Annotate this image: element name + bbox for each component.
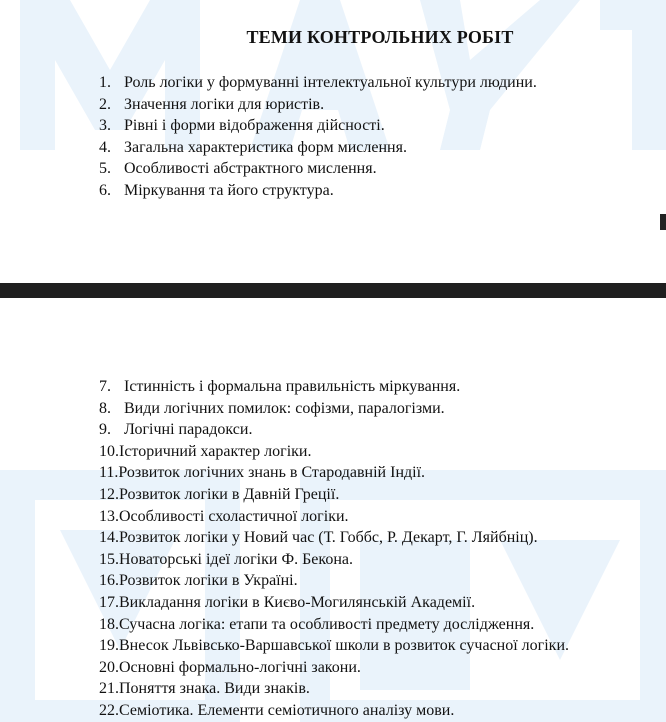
list-item: [99, 678, 569, 700]
list-item: [99, 72, 537, 94]
list-item: [99, 527, 569, 549]
item-number: 4.: [99, 138, 111, 156]
item-number: 7.: [99, 378, 111, 395]
list-item: [99, 398, 569, 420]
item-number: 13.: [99, 507, 119, 525]
item-text: Сучасна логіка: етапи та особливості предмету дослідження.: [119, 615, 535, 633]
list-item: [99, 94, 537, 116]
list-item: [99, 592, 569, 614]
list-item: [99, 484, 569, 506]
item-text: Особливості абстрактного мислення.: [124, 160, 377, 178]
item-text: Загальна характеристика форм мислення.: [124, 138, 407, 156]
item-number: 22.: [99, 701, 119, 719]
list-item: [99, 441, 569, 463]
item-number: 1.: [99, 74, 111, 91]
item-text: Розвиток логіки в Давній Греції.: [119, 485, 340, 503]
item-number: 20.: [99, 658, 119, 676]
page-edge-mark: [660, 214, 666, 230]
item-text: Семіотика. Елементи семіотичного аналізу мови.: [119, 701, 455, 719]
list-item: [99, 614, 569, 636]
page-top: [0, 0, 666, 283]
item-text: Істинність і формальна правильність міркування.: [124, 378, 461, 395]
item-number: 18.: [99, 615, 119, 633]
page-divider: [0, 283, 666, 298]
topics-list-top: [99, 72, 537, 202]
item-number: 19.: [99, 637, 119, 655]
item-number: 8.: [99, 399, 111, 417]
item-text: Логічні парадокси.: [124, 421, 253, 439]
item-text: Новаторські ідеї логіки Ф. Бекона.: [119, 550, 353, 568]
list-item: [99, 376, 569, 398]
item-number: 10.: [99, 442, 119, 460]
item-number: 14.: [99, 529, 119, 547]
item-text: Значення логіки для юристів.: [124, 95, 325, 113]
item-text: Викладання логіки в Києво-Могилянській Академії.: [119, 593, 476, 611]
item-text: Розвиток логічних знань в Стародавній Індії.: [118, 464, 426, 482]
item-number: 2.: [99, 95, 111, 113]
item-text: Розвиток логіки в Україні.: [119, 572, 298, 590]
list-item: [99, 657, 569, 679]
item-text: Розвиток логіки у Новий час (Т. Гоббс, Р. Декарт, Г. Ляйбніц).: [119, 529, 538, 547]
item-text: Основні формально-логічні закони.: [119, 658, 361, 676]
item-number: 17.: [99, 593, 119, 611]
item-number: 6.: [99, 181, 111, 199]
item-number: 12.: [99, 485, 119, 503]
list-item: [99, 506, 569, 528]
item-number: 11.: [99, 464, 119, 482]
item-text: Рівні і форми відображення дійсності.: [124, 117, 385, 135]
list-item: [99, 462, 569, 484]
item-text: Міркування та його структура.: [124, 181, 334, 199]
list-item: [99, 419, 569, 441]
item-number: 15.: [99, 550, 119, 568]
list-item: [99, 158, 537, 180]
item-number: 3.: [99, 117, 111, 135]
list-item: [99, 115, 537, 137]
item-text: Види логічних помилок: софізми, паралогізми.: [124, 399, 445, 417]
item-number: 21.: [99, 680, 119, 698]
item-number: 9.: [99, 421, 111, 439]
item-number: 5.: [99, 160, 111, 178]
list-item: [99, 635, 569, 657]
item-number: 16.: [99, 572, 119, 590]
list-item: [99, 137, 537, 159]
item-text: Особливості схоластичної логіки.: [119, 507, 349, 525]
topics-list-bottom: [99, 376, 569, 722]
list-item: [99, 549, 569, 571]
item-text: Поняття знака. Види знаків.: [119, 680, 310, 698]
list-item: [99, 180, 537, 202]
list-item: [99, 570, 569, 592]
list-item: [99, 700, 569, 722]
item-text: Роль логіки у формуванні інтелектуальної культури людини.: [124, 74, 537, 91]
document-title: ТЕМИ КОНТРОЛЬНИХ РОБІТ: [246, 27, 514, 47]
item-text: Історичний характер логіки.: [119, 442, 312, 460]
item-text: Внесок Львівсько-Варшавської школи в розвиток сучасної логіки.: [119, 637, 570, 655]
